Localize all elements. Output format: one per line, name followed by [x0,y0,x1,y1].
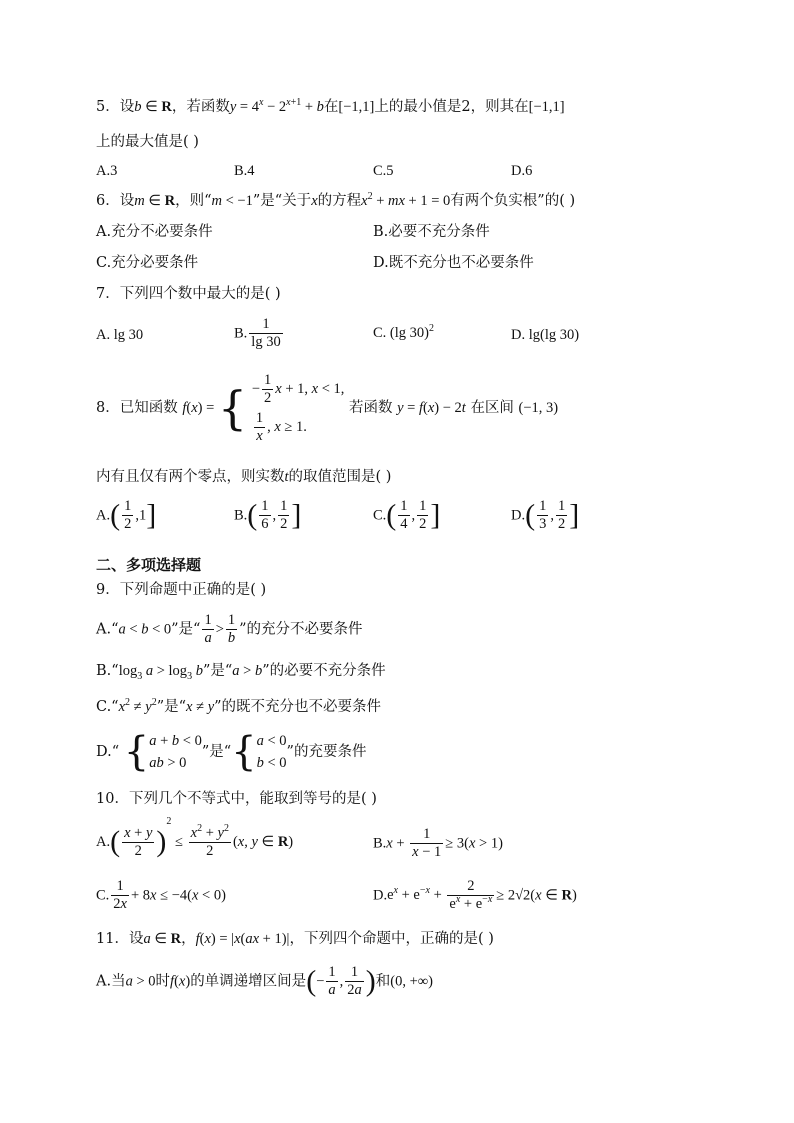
section-heading-multiple-choice: 二、多项选择题 [96,556,202,574]
q8-stem: 8．已知函数 f(x) = { − $\frac{1}{2}$ x + 1, x < 1, $\frac{1}{x}$ , x ≥ 1. 若函数 y = f(x) − 2t 在区间 (−1, 3) [96,372,559,445]
q8-option-b[interactable]: B.( $\frac{1}{6}$ , $\frac{1}{2}$ ] [234,498,302,532]
q10-option-b[interactable]: B.x + $\frac{1}{x - 1}$ ≥ 3(x > 1) [373,826,503,860]
q5-option-c[interactable]: C.5 [373,163,394,179]
q10-stem: 10．下列几个不等式中，能取到等号的是( ) [96,791,377,807]
q8-line2: 内有且仅有两个零点，则实数t的取值范围是( ) [96,469,392,485]
q5-option-a[interactable]: A.3 [96,163,118,179]
q8-option-a[interactable]: A.( $\frac{1}{2}$ ,1] [96,498,157,532]
q10-option-a[interactable]: A.( $\frac{x + y}{2}$ )$^2$ ≤ $\frac{x^2 + y^2}{2}$ (x, y ∈ R) [96,816,294,859]
q7-option-a[interactable]: A. lg 30 [96,327,144,343]
q7-stem: 7．下列四个数中最大的是( ) [96,286,281,302]
q6-option-a[interactable]: A.充分不必要条件 [96,224,213,240]
q9-option-a[interactable]: A.“a < b < 0”是“ $\frac{1}{a}$ > $\frac{1}{b}$ ”的充分不必要条件 [96,612,363,646]
q6-option-c[interactable]: C.充分必要条件 [96,255,199,271]
q5-option-d[interactable]: D.6 [511,163,533,179]
q9-option-c[interactable]: $C.“x^2 \ne y^2$”是“x ≠ y”的既不充分也不必要条件 [96,697,382,715]
q5-number: 5．设 [96,99,135,115]
q9-stem: 9．下列命题中正确的是( ) [96,582,267,598]
q7-option-d[interactable]: D. lg(lg 30) [511,327,580,343]
q11-option-a[interactable]: A.当a > 0时f(x)的单调递增区间是(− $\frac{1}{a}$ , $\frac{1}{2a}$ )和(0, +∞) [96,964,433,998]
q6-option-d[interactable]: D.既不充分也不必要条件 [373,255,534,271]
q11-stem: 11．设a ∈ R，f(x) = |x(ax + 1)|，下列四个命题中，正确的是( ) [96,931,494,947]
q6-stem: 6．设m ∈ R，则“m < −1”是“关于x的方程$x^2$ + mx + 1 = 0有两个负实根”的( ) [96,191,576,209]
q5-option-b[interactable]: B.4 [234,163,255,179]
q5-line1: 5．设b ∈ R，若函数$y = 4^x - 2^{x+1} + b$在[−1,1]上的最小值是2，则其在[−1,1] [96,97,565,115]
q9-option-b[interactable]: $B.“\log_3$ $a > \log_3 b$”是“a > b”的必要不充分条件 [96,663,386,682]
q7-option-b[interactable]: B. $\frac{1}{\lg 30}$ [234,316,281,350]
q8-option-c[interactable]: C.( $\frac{1}{4}$ , $\frac{1}{2}$ ] [373,498,441,532]
q9-option-d[interactable]: D.“ { a + b < 0 ab > 0 ”是“{ a < 0 b < 0 ”的充要条件 [96,729,367,775]
q10-option-c[interactable]: C. $\frac{1}{2x}$ + 8x ≤ −4(x < 0) [96,878,226,912]
piecewise-brace: { [217,381,248,435]
q6-option-b[interactable]: B.必要不充分条件 [373,224,490,240]
q10-option-d[interactable]: $D.e^x + e^{-x}$ + $\frac{2}{e^x + e^{-x}}$ ≥ 2√2(x ∈ R) [373,878,577,912]
q8-option-d[interactable]: D.( $\frac{1}{3}$ , $\frac{1}{2}$ ] [511,498,580,532]
q5-line2: 上的最大值是( ) [96,134,199,150]
q7-option-c[interactable]: C. (lg 30)$^2$ [373,323,434,341]
